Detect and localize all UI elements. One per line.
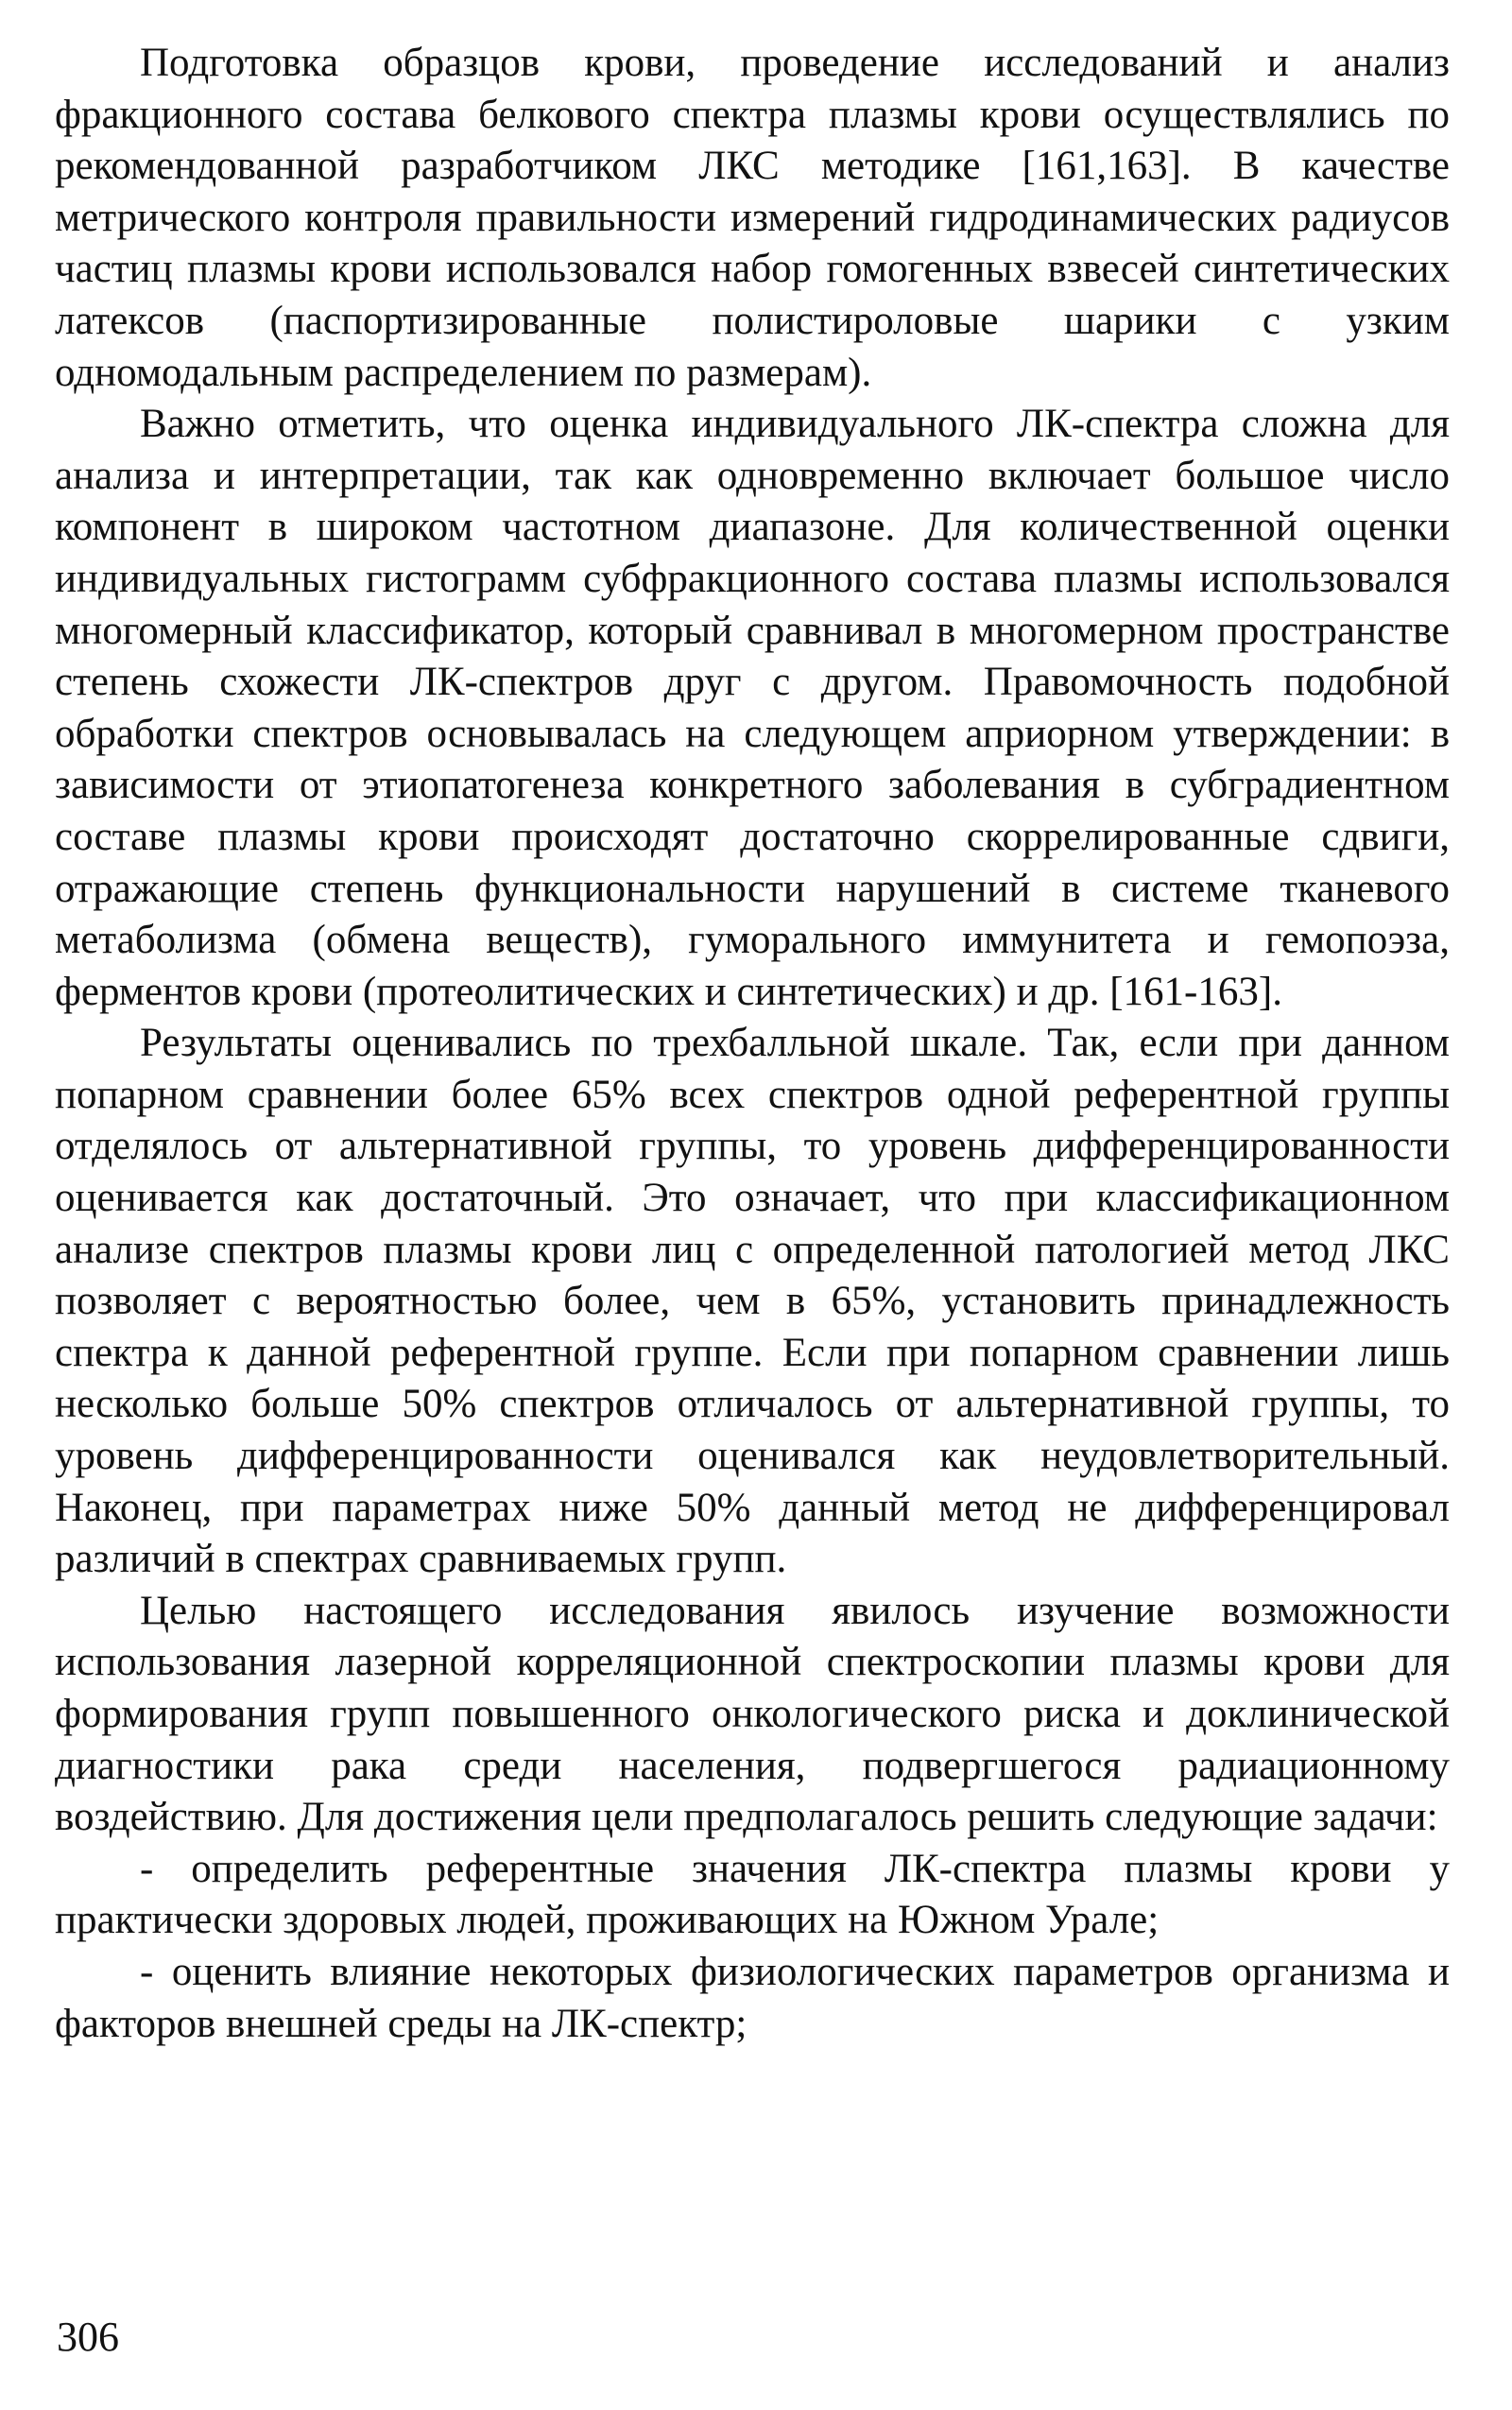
body-text <box>55 38 1450 2050</box>
paragraph-study-aim: Целью настоящего исследования явилось изучение возможности использования лазерной корреляционной спектроскопии плазмы крови для формирования групп повышенного онкологического риска и доклинической диагностики рака среди населения, подвергшегося радиационному воздействию. Для достижения цели предполагалось решить следующие задачи: <box>55 1588 1450 1840</box>
task-item: - определить референтные значения ЛК-спектра плазмы крови у практически здоровых людей, проживающих на Южном Урале; <box>55 1846 1450 1943</box>
paragraph-methods: Подготовка образцов крови, проведение исследований и анализ фракционного состава белкового спектра плазмы крови осуществлялись по рекомендованной разработчиком ЛКС методике [161,163]. В качестве метрического контроля правильности измерений гидродинамических радиусов частиц плазмы крови использовался набор гомогенных взвесей синтетических латексов (паспортизированные полистироловые шарики с узким одномодальным распределением по размерам). <box>55 41 1450 395</box>
paragraph-results-scale: Результаты оценивались по трехбалльной шкале. Так, если при данном попарном сравнении более 65% всех спектров одной референтной группы отделялось от альтернативной группы, то уровень дифференцированности оценивается как достаточный. Это означает, что при классификационном анализе спектров плазмы крови лиц с определенной патологией метод ЛКС позволяет с вероятностью более, чем в 65%, установить принадлежность спектра к данной референтной группе. Если при попарном сравнении лишь несколько больше 50% спектров отличалось от альтернативной группы, то уровень дифференцированности оценивался как неудовлетворительный. Наконец, при параметрах ниже 50% данный метод не дифференцировал различий в спектрах сравниваемых групп. <box>55 1021 1450 1582</box>
page-number: 306 <box>57 2314 119 2360</box>
task-item: - оценить влияние некоторых физиологических параметров организма и факторов внешней среды на ЛК-спектр; <box>55 1949 1450 2046</box>
paragraph-spectrum-analysis: Важно отметить, что оценка индивидуального ЛК-спектра сложна для анализа и интерпретации, так как одновременно включает большое число компонент в широком частотном диапазоне. Для количественной оценки индивидуальных гистограмм субфракционного состава плазмы использовался многомерный классификатор, который сравнивал в многомерном пространстве степень схожести ЛК-спектров друг с другом. Правомочность подобной обработки спектров основывалась на следующем априорном утверждении: в зависимости от этиопатогенеза конкретного заболевания в субградиентном составе плазмы крови происходят достаточно скоррелированные сдвиги, отражающие степень функциональности нарушений в системе тканевого метаболизма (обмена веществ), гуморального иммунитета и гемопоэза, ферментов крови (протеолитических и синтетических) и др. [161-163]. <box>55 402 1450 1014</box>
